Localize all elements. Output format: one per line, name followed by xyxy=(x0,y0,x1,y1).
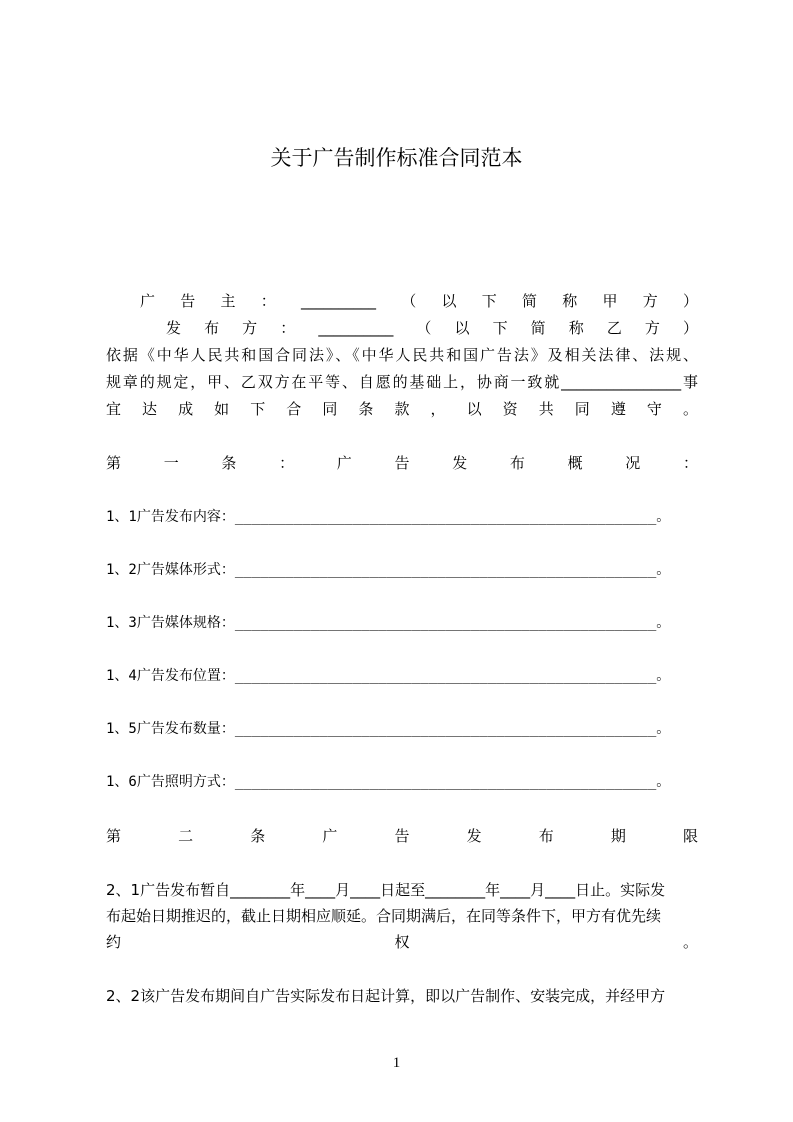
article1-item-6: 1、6广告照明方式：__________________________________________________。 xyxy=(106,774,671,790)
article2-1-line-3: 约权。 xyxy=(106,933,698,951)
article1-item-1: 1、1广告发布内容：__________________________________________________。 xyxy=(106,509,671,525)
preamble-line-3: 宜达成如下合同条款，以资共同遵守。 xyxy=(106,400,698,418)
article1-item-5: 1、5广告发布数量：__________________________________________________。 xyxy=(106,721,671,737)
article2-1-line-1: 2、1广告发布暂自________年____月____日起至________年____月____日止。实际发 xyxy=(106,881,666,899)
article2-1-line-2: 布起始日期推迟的，截止日期相应顺延。合同期满后，在同等条件下，甲方有优先续 xyxy=(106,907,662,925)
article1-item-3: 1、3广告媒体规格：__________________________________________________。 xyxy=(106,615,671,631)
party-a-line: 广告主：__________（以下简称甲方） xyxy=(140,292,698,310)
article2-2-line-1: 2、2该广告发布期间自广告实际发布日起计算，即以广告制作、安装完成，并经甲方 xyxy=(106,987,666,1005)
preamble-line-2: 规章的规定，甲、乙双方在平等、自愿的基础上，协商一致就________________事 xyxy=(106,373,698,391)
page-number: 1 xyxy=(392,1055,401,1071)
preamble-line-1: 依据《中华人民共和国合同法》、《中华人民共和国广告法》及相关法律、法规、 xyxy=(106,346,698,364)
article1-heading: 第一条：广告发布概况： xyxy=(106,454,698,472)
party-b-line: 发布方：__________（以下简称乙方） xyxy=(166,319,698,337)
article1-item-4: 1、4广告发布位置：__________________________________________________。 xyxy=(106,668,671,684)
article1-item-2: 1、2广告媒体形式：__________________________________________________。 xyxy=(106,562,671,578)
article2-heading: 第二条广告发布期限 xyxy=(106,827,698,845)
page-title: 关于广告制作标准合同范本 xyxy=(270,146,523,170)
